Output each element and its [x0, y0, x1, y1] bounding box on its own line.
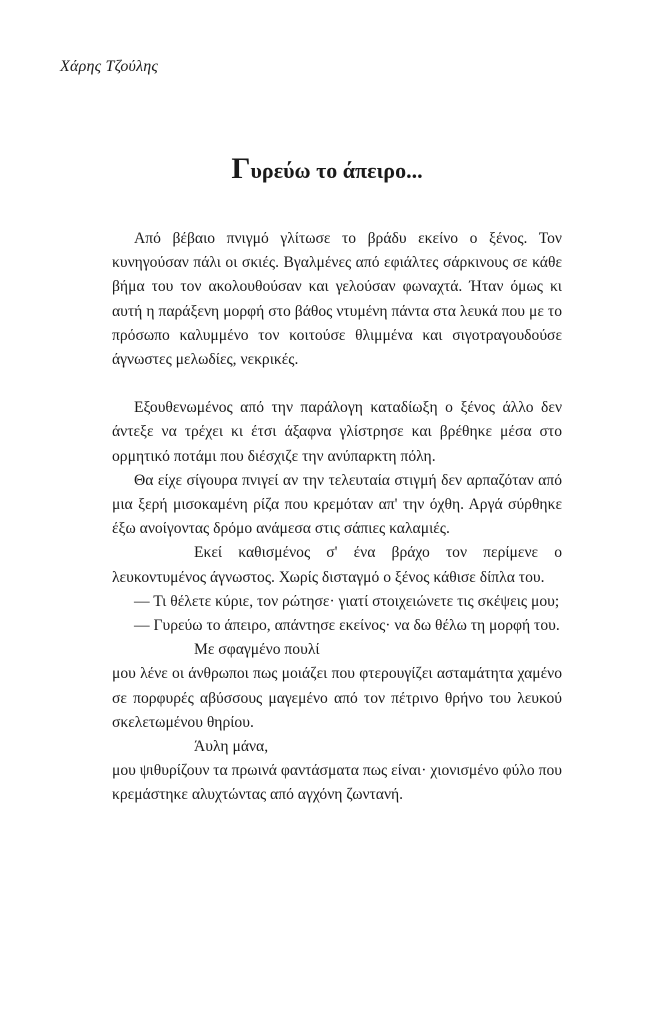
paragraph-4: Εκεί καθισμένος σ' ένα βράχο τον περίμενε ο λευκοντυμένος άγνωστος. Χωρίς δισταγμό ο ξένος κάθισε δίπλα του.: [112, 544, 562, 586]
paragraph-spacer: [112, 372, 562, 396]
paragraph-5: μου λένε οι άνθρωποι πως μοιάζει που φτερουγίζει ασταμάτητα χαμένο σε πορφυρές αβύσσους μαγεμένο από τον πέτρινο θρήνο του λευκού σκελετωμένου θηρίου.: [112, 665, 562, 731]
paragraph-2: Εξουθενωμένος από την παράλογη καταδίωξη ο ξένος άλλο δεν άντεξε να τρέχει κι έτσι άξαφνα γλίστρησε και βρέθηκε μέσα στο ορμητικό ποτάμι που διέσχιζε την ανύπαρκτη πόλη.: [112, 399, 562, 465]
chapter-title: [0, 152, 654, 186]
paragraph-3: Θα είχε σίγουρα πνιγεί αν την τελευταία στιγμή δεν αρπαζόταν από μια ξερή μισοκαμένη ρίζα που κρεμόταν απ' την όχθη. Αργά σύρθηκε έξω ανοίγοντας δρόμο ανάμεσα στις σάπιες καλαμιές.: [112, 471, 562, 538]
title-initial-letter: Γ: [231, 152, 251, 185]
title-rest: υρεύω το άπειρο...: [250, 158, 423, 183]
paragraph-1: Από βέβαιο πνιγμό γλίτωσε το βράδυ εκείνο ο ξένος. Τον κυνηγούσαν πάλι οι σκιές. Βγαλμένες από εφιάλτες σάρκινους σε κάθε βήμα του τον ακολουθούσαν και γελούσαν φωναχτά. Ήταν όμως κι αυτή η παράξενη μορφή στο βάθος ντυμένη πάντα στα λευκά που με το πρόσωπο καλυμμένο τον κοιτούσε θλιμμένα και σιγοτραγουδούσε άγνωστες μελωδίες, νεκρικές.: [112, 230, 562, 369]
story-text: [112, 227, 562, 808]
dialogue-line-1: — Τι θέλετε κύριε, τον ρώτησε· γιατί στοιχειώνετε τις σκέψεις μου;: [134, 592, 560, 610]
dialogue-line-2: — Γυρεύω το άπειρο, απάντησε εκείνος· να δω θέλω τη μορφή του.: [134, 617, 560, 635]
running-header-author: Χάρης Τζούλης: [60, 58, 159, 75]
verse-line-1: Με σφαγμένο πουλί: [194, 641, 320, 659]
verse-line-2: Άυλη μάνα,: [194, 738, 269, 756]
paragraph-6: μου ψιθυρίζουν τα πρωινά φαντάσματα πως είναι· χιονισμένο φύλο που κρεμάστηκε αλυχτώντας από αγχόνη ζωντανή.: [112, 762, 562, 804]
